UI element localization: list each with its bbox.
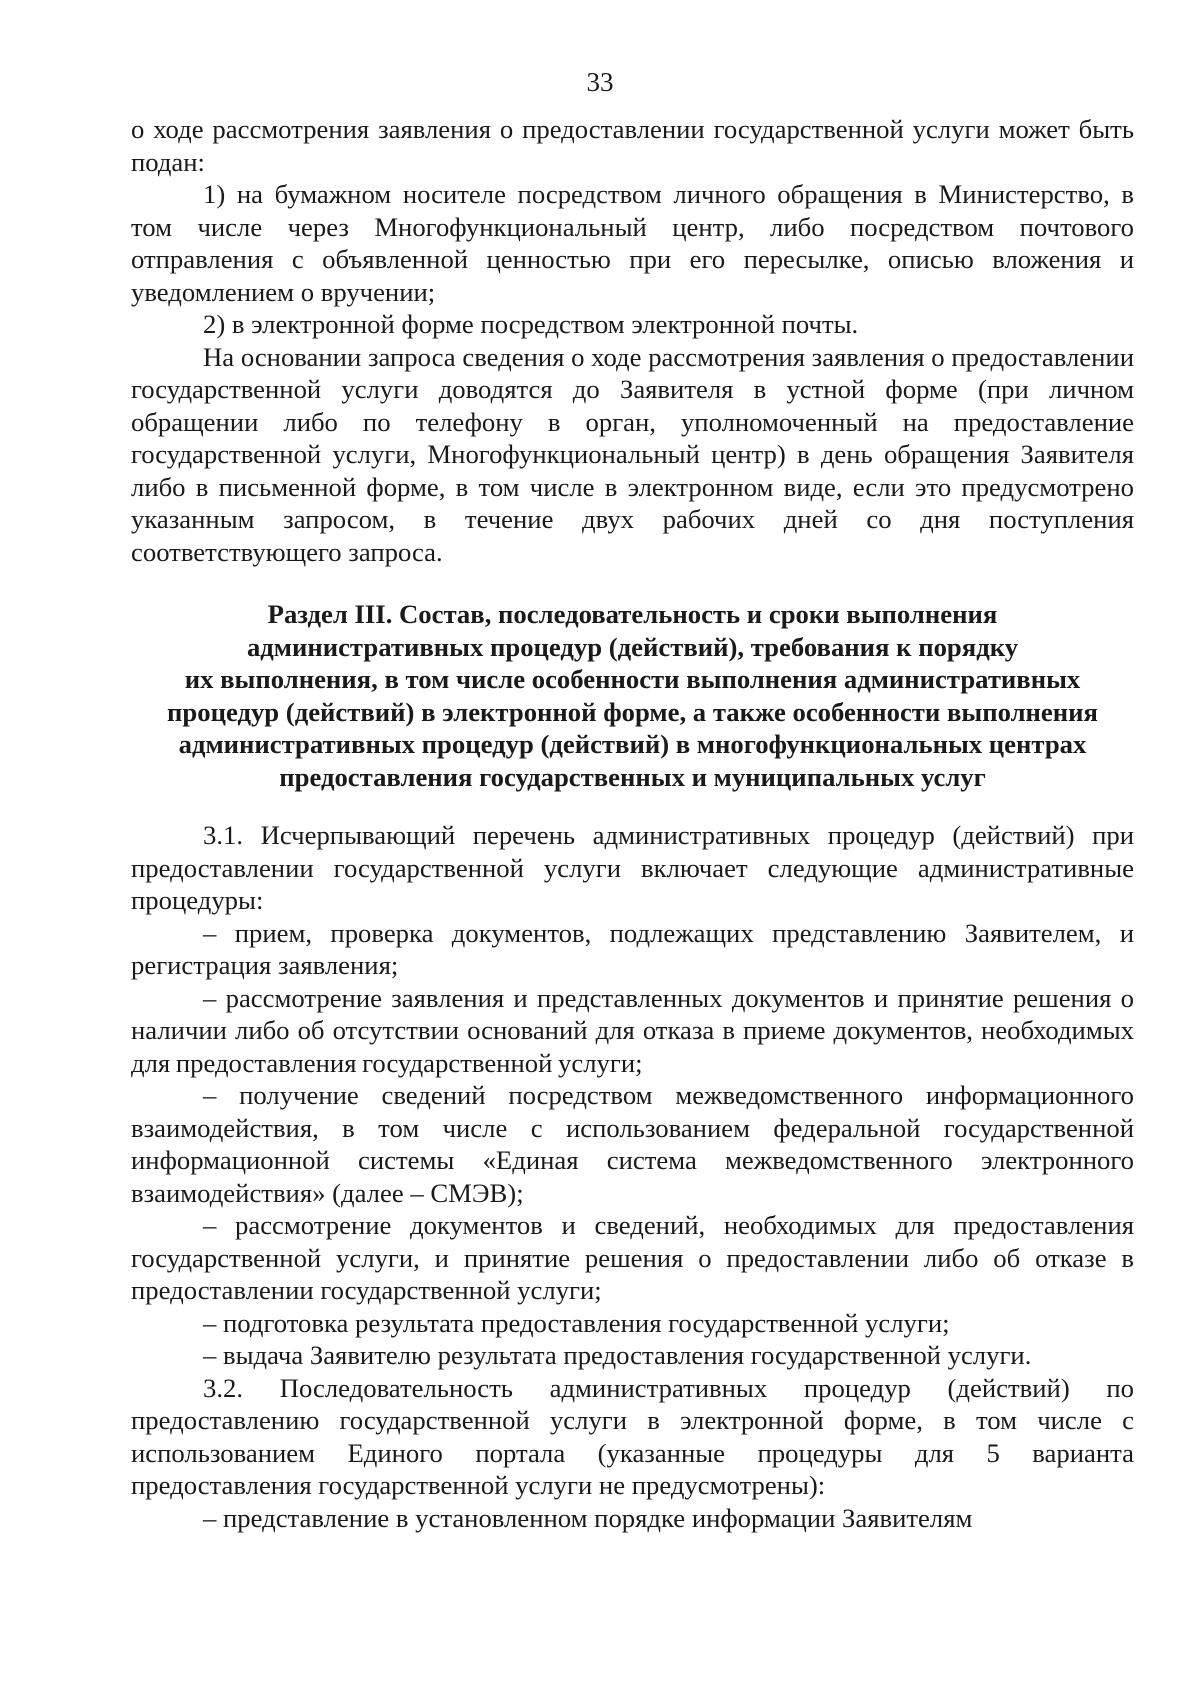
paragraph: 3.2. Последовательность административных процедур (действий) по предоставлению государственной услуги в электронной форме, в том числе с использованием Единого портала (указанные процедуры для 5 варианта предоставления государственной услуги не предусмотрены): bbox=[131, 1372, 1134, 1500]
paragraph: 3.1. Исчерпывающий перечень административных процедур (действий) при предоставлении государственной услуги включает следующие административные процедуры: bbox=[131, 820, 1134, 915]
heading-line: Раздел III. Состав, последовательность и сроки выполнения bbox=[267, 599, 998, 629]
paragraph: 1) на бумажном носителе посредством личного обращения в Министерство, в том числе через Многофункциональный центр, либо посредством почтового отправления с объявленной ценностью при его пересылке, описью вложения и уведомлением о вручении; bbox=[131, 179, 1134, 307]
list-item: – прием, проверка документов, подлежащих представлению Заявителем, и регистрация заявления; bbox=[131, 917, 1134, 980]
list-item: – подготовка результата предоставления государственной услуги; bbox=[203, 1307, 950, 1338]
list-item: – выдача Заявителю результата предоставления государственной услуги. bbox=[203, 1340, 1032, 1370]
paragraph: 2) в электронной форме посредством электронной почты. bbox=[203, 309, 859, 339]
section-heading bbox=[131, 598, 1134, 793]
heading-line: процедур (действий) в электронной форме, а также особенности выполнения bbox=[167, 696, 1098, 727]
document-body bbox=[131, 113, 1134, 1534]
paragraph: На основании запроса сведения о ходе рассмотрения заявления о предоставлении государственной услуги доводятся до Заявителя в устной форме (при личном обращении либо по телефону в орган, уполномоченный на предоставление государственной услуги, Многофункциональный центр) в день обращения Заявителя либо в письменной форме, в том числе в электронном виде, если это предусмотрено указанным запросом, в течение двух рабочих дней со дня поступления соответствующего запроса. bbox=[131, 341, 1134, 567]
list-item: – получение сведений посредством межведомственного информационного взаимодействия, в том числе с использованием федеральной государственной информационной системы «Единая система межведомственного электронного взаимодействия» (далее – СМЭВ); bbox=[131, 1080, 1134, 1208]
page-number: 33 bbox=[586, 67, 614, 97]
list-item: – представление в установленном порядке информации Заявителям bbox=[203, 1502, 973, 1533]
heading-line: административных процедур (действий) в многофункциональных центрах bbox=[178, 729, 1087, 759]
list-item: – рассмотрение документов и сведений, необходимых для предоставления государственной услуги, и принятие решения о предоставлении либо об отказе в предоставлении государственной услуги; bbox=[131, 1210, 1134, 1305]
heading-line: административных процедур (действий), требования к порядку bbox=[246, 631, 1019, 662]
heading-line: их выполнения, в том числе особенности выполнения административных bbox=[184, 664, 1081, 694]
heading-line: предоставления государственных и муниципальных услуг bbox=[279, 761, 986, 792]
paragraph: о ходе рассмотрения заявления о предоставлении государственной услуги может быть подан: bbox=[131, 114, 1134, 177]
list-item: – рассмотрение заявления и представленных документов и принятие решения о наличии либо об отсутствии оснований для отказа в приеме документов, необходимых для предоставления государственной услуги; bbox=[131, 982, 1134, 1078]
